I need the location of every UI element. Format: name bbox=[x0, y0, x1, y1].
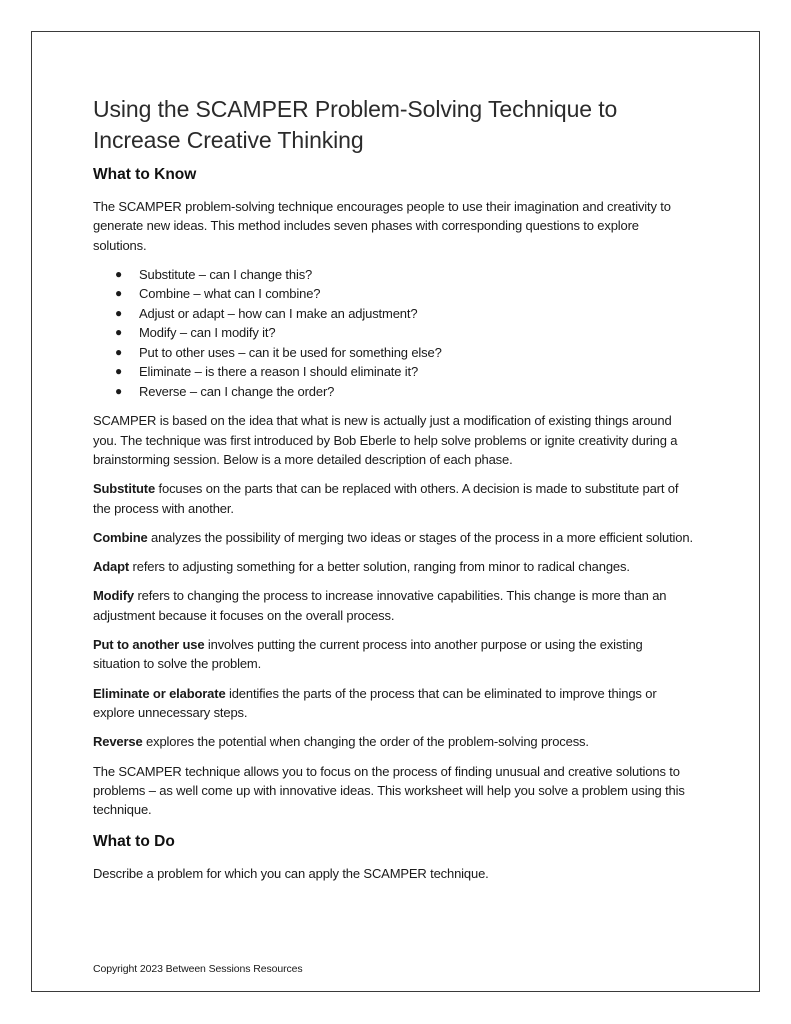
background-paragraph: SCAMPER is based on the idea that what is new is actually just a modification of existing things around you. The technique was first introduced by Bob Eberle to help solve problems or ignite creativity during a brainstorming session. Below is a more detailed description of each phase. bbox=[93, 413, 678, 467]
closing-paragraph: The SCAMPER technique allows you to focus on the process of finding unusual and creative solutions to problems – as well come up with innovative ideas. This worksheet will help you solve a problem using this technique. bbox=[93, 763, 685, 818]
bullet-icon: ● bbox=[115, 305, 123, 320]
phase-put-to-another-use bbox=[93, 635, 693, 674]
what-to-do-heading: What to Do bbox=[93, 833, 175, 851]
copyright-footer: Copyright 2023 Between Sessions Resources bbox=[93, 963, 303, 975]
bullet-icon: ● bbox=[115, 383, 123, 398]
bullet-icon: ● bbox=[115, 286, 123, 301]
phase-description: refers to changing the process to increase innovative capabilities. This change is more than an adjustment because it focuses on the overall process. bbox=[93, 588, 667, 623]
list-item bbox=[115, 343, 693, 363]
list-item-text: Adjust or adapt – how can I make an adjustment? bbox=[139, 305, 418, 321]
list-item-text: Modify – can I modify it? bbox=[139, 325, 276, 341]
list-item-text: Eliminate – is there a reason I should eliminate it? bbox=[139, 364, 419, 380]
list-item bbox=[115, 382, 693, 402]
phase-question-list bbox=[93, 265, 693, 402]
phase-description: refers to adjusting something for a better solution, ranging from minor to radical changes. bbox=[129, 559, 630, 575]
intro-paragraph: The SCAMPER problem-solving technique encourages people to use their imagination and creativity to generate new ideas. This method includes seven phases with corresponding questions to explore solutions. bbox=[93, 199, 671, 253]
list-item bbox=[115, 265, 693, 285]
phase-term: Substitute bbox=[93, 481, 156, 497]
list-item bbox=[115, 284, 693, 304]
list-item bbox=[115, 304, 693, 324]
list-item-text: Combine – what can I combine? bbox=[139, 286, 321, 302]
phase-description: identifies the parts of the process that can be eliminated to improve things or explore unnecessary steps. bbox=[93, 685, 657, 720]
phase-term: Combine bbox=[93, 529, 148, 545]
worksheet-content bbox=[93, 94, 693, 894]
phase-eliminate bbox=[93, 684, 693, 723]
phase-term: Modify bbox=[93, 588, 134, 604]
phase-description: focuses on the parts that can be replaced with others. A decision is made to substitute part of the process with another. bbox=[93, 481, 679, 516]
list-item bbox=[115, 362, 693, 382]
phase-reverse bbox=[93, 732, 693, 751]
phase-adapt bbox=[93, 557, 693, 576]
phase-term: Eliminate or elaborate bbox=[93, 685, 226, 701]
what-to-know-heading: What to Know bbox=[93, 166, 197, 183]
list-item bbox=[115, 323, 693, 343]
phase-term: Adapt bbox=[93, 559, 130, 575]
problem-prompt: Describe a problem for which you can apply the SCAMPER technique. bbox=[93, 866, 489, 882]
list-item-text: Substitute – can I change this? bbox=[139, 266, 313, 282]
list-item-text: Reverse – can I change the order? bbox=[139, 383, 335, 399]
phase-term: Put to another use bbox=[93, 637, 205, 653]
bullet-icon: ● bbox=[115, 266, 123, 281]
phase-modify bbox=[93, 586, 693, 625]
phase-description: involves putting the current process into another purpose or using the existing situation to solve the problem. bbox=[93, 637, 643, 672]
page-title: Using the SCAMPER Problem-Solving Technique to Increase Creative Thinking bbox=[93, 96, 618, 153]
phase-description: analyzes the possibility of merging two ideas or stages of the process in a more efficient solution. bbox=[147, 529, 693, 545]
bullet-icon: ● bbox=[115, 344, 123, 359]
phase-combine bbox=[93, 528, 693, 547]
list-item-text: Put to other uses – can it be used for something else? bbox=[139, 344, 442, 360]
bullet-icon: ● bbox=[115, 325, 123, 340]
bullet-icon: ● bbox=[115, 364, 123, 379]
phase-substitute bbox=[93, 479, 693, 518]
phase-term: Reverse bbox=[93, 734, 143, 750]
phase-description: explores the potential when changing the order of the problem-solving process. bbox=[142, 734, 589, 750]
